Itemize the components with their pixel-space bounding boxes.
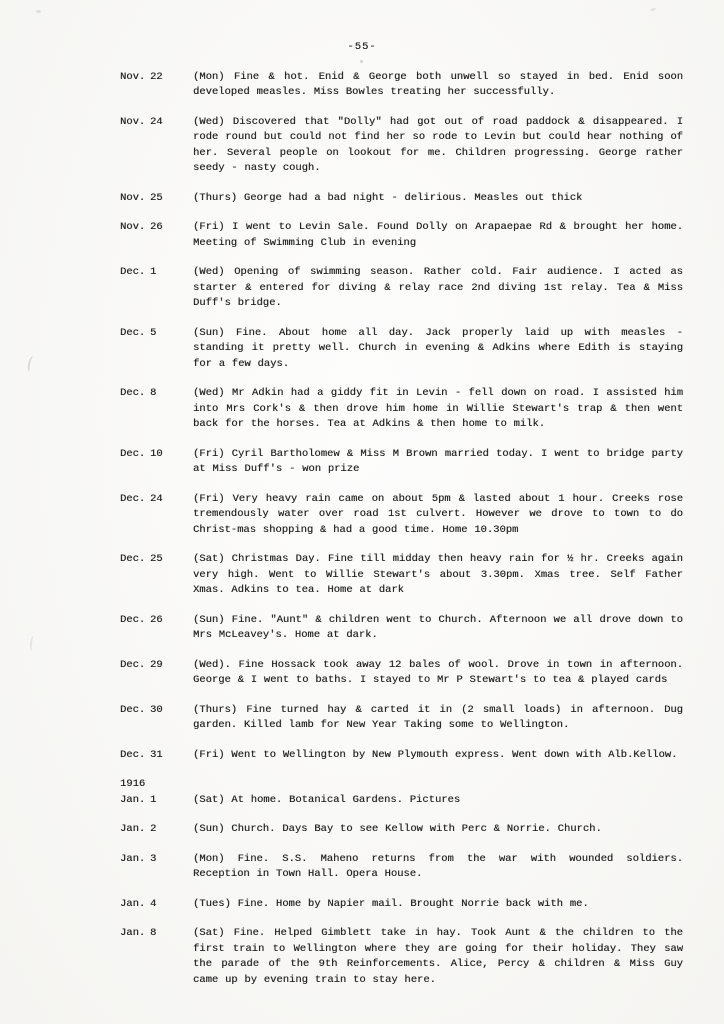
entry-day: 26 (150, 613, 163, 626)
entry-day: 10 (150, 447, 163, 460)
entry-day: 25 (150, 191, 163, 204)
entry-month: Dec. (120, 553, 146, 565)
entry-day: 1 (150, 793, 157, 806)
entry-text: (Sun) Fine. "Aunt" & children went to Church. Afternoon we all drove down to Mrs McLeavey's. Home at dark. (193, 613, 683, 641)
entry-day: 29 (150, 658, 163, 671)
entry-text: (Sat) Fine. Helped Gimblett take in hay. Took Aunt & the children to the first train to Wellington where they are going for their holiday. They saw the parade of the 9th Reinforcements. Alice, Percy & children & Miss Guy came up by evening train to stay here. (193, 927, 683, 986)
entry-text: (Wed) Mr Adkin had a giddy fit in Levin - fell down on road. I assisted him into Mrs Cork's & then drove him home in Willie Stewart's trap & then went back for the horses. Tea at Adkins & then home to milk. (193, 387, 683, 430)
entry-month: Dec. (120, 703, 146, 716)
diary-entry (0, 115, 724, 177)
entry-month: Jan. (120, 823, 146, 835)
entry-day: 1 (150, 266, 157, 278)
diary-entry (0, 326, 724, 373)
diary-entry (0, 492, 724, 539)
entry-month: Dec. (120, 748, 146, 761)
diary-entry (0, 852, 724, 883)
entry-month: Jan. (120, 852, 146, 865)
entry-text: (Wed). Fine Hossack took away 12 bales of wool. Drove in town in afternoon. George & I went to baths. I stayed to Mr P Stewart's to tea & played cards (193, 658, 683, 686)
entry-text: (Wed) Opening of swimming season. Rather cold. Fair audience. I acted as starter & entered for diving & relay race 2nd diving 1st relay. Tea & Miss Duff's bridge. (193, 266, 683, 309)
entry-month: Nov. (120, 191, 146, 204)
entry-day: 22 (150, 70, 163, 83)
entry-text: (Thurs) George had a bad night - delirious. Measles out thick (193, 191, 583, 204)
entry-day: 5 (150, 326, 157, 339)
entry-text: (Sun) Church. Days Bay to see Kellow with Perc & Norrie. Church. (193, 823, 602, 835)
entry-text: (Wed) Discovered that "Dolly" had got out of road paddock & disappeared. I rode round but could not find her so rode to Levin but could hear nothing of her. Several people on lookout for me. Children progressing. George rather seedy - nasty cough. (193, 115, 683, 174)
entry-day: 26 (150, 221, 163, 233)
entry-month: Jan. (120, 897, 146, 910)
entries (0, 70, 724, 989)
entry-text: (Tues) Fine. Home by Napier mail. Brought Norrie back with me. (193, 897, 589, 910)
entry-text: (Fri) Cyril Bartholomew & Miss M Brown married today. I went to bridge party at Miss Duff's - won prize (193, 447, 683, 475)
diary-entry (0, 703, 724, 734)
entry-month: Nov. (120, 70, 146, 83)
entry-day: 8 (150, 927, 157, 939)
diary-entry (0, 793, 724, 809)
diary-entry (0, 447, 724, 478)
entry-month: Dec. (120, 613, 146, 626)
diary-entry (0, 748, 724, 764)
entry-day: 8 (150, 387, 157, 399)
entry-month: Dec. (120, 658, 146, 671)
entry-month: Dec. (120, 447, 146, 460)
entry-text: (Sun) Fine. About home all day. Jack properly laid up with measles - standing it pretty well. Church in evening & Adkins where Edith is staying for a few days. (193, 326, 683, 370)
diary-entry (0, 265, 724, 312)
diary-entry (0, 897, 724, 913)
diary-entry (0, 658, 724, 689)
diary-entry (0, 220, 724, 251)
entry-month: Dec. (120, 266, 146, 278)
entry-day: 30 (150, 703, 163, 716)
diary-entry (0, 613, 724, 644)
page-number: -55- (347, 41, 377, 53)
entry-month: Nov. (120, 221, 146, 233)
entry-month: Jan. (120, 927, 146, 939)
entry-day: 4 (150, 897, 157, 910)
entry-text: (Fri) I went to Levin Sale. Found Dolly on Arapaepae Rd & brought her home. Meeting of Swimming Club in evening (193, 221, 683, 249)
diary-entry (0, 386, 724, 433)
entry-month: Dec. (120, 492, 146, 505)
entry-month: Nov. (120, 115, 146, 128)
entry-day: 2 (150, 823, 157, 835)
entry-month: Dec. (120, 387, 146, 399)
entry-text: (Mon) Fine. S.S. Maheno returns from the war with wounded soldiers. Reception in Town Hall. Opera House. (193, 852, 683, 880)
entry-text: (Mon) Fine & hot. Enid & George both unwell so stayed in bed. Enid soon developed measles. Miss Bowles treating her successfully. (193, 70, 683, 98)
scan-artifact (360, 60, 363, 63)
entry-text: (Thurs) Fine turned hay & carted it in (2 small loads) in afternoon. Dug garden. Killed lamb for New Year Taking some to Wellington. (193, 703, 683, 731)
diary-entry (0, 70, 724, 101)
year-heading: 1916 (120, 778, 146, 790)
entry-text: (Fri) Went to Wellington by New Plymouth express. Went down with Alb.Kellow. (193, 748, 678, 761)
entry-day: 24 (150, 492, 163, 505)
entry-text: (Sat) Christmas Day. Fine till midday then heavy rain for ½ hr. Creeks again very high. Went to Willie Stewart's about 3.30pm. Xmas tree. Self Father Xmas. Adkins to tea. Home at dark (193, 553, 683, 596)
entry-day: 3 (150, 852, 157, 865)
diary-entry (0, 552, 724, 599)
entry-day: 31 (150, 748, 163, 761)
entry-day: 25 (150, 553, 163, 565)
diary-entry (0, 191, 724, 207)
entry-day: 24 (150, 115, 163, 128)
entry-text: (Sat) At home. Botanical Gardens. Pictures (193, 793, 461, 806)
diary-entry (0, 926, 724, 988)
entry-month: Dec. (120, 326, 146, 339)
entry-month: Jan. (120, 793, 146, 806)
entry-text: (Fri) Very heavy rain came on about 5pm & lasted about 1 hour. Creeks rose tremendously water over road 1st culvert. However we drove to town to do Christ-mas shopping & had a good time. Home 10.30pm (193, 492, 683, 536)
diary-entry (0, 822, 724, 838)
